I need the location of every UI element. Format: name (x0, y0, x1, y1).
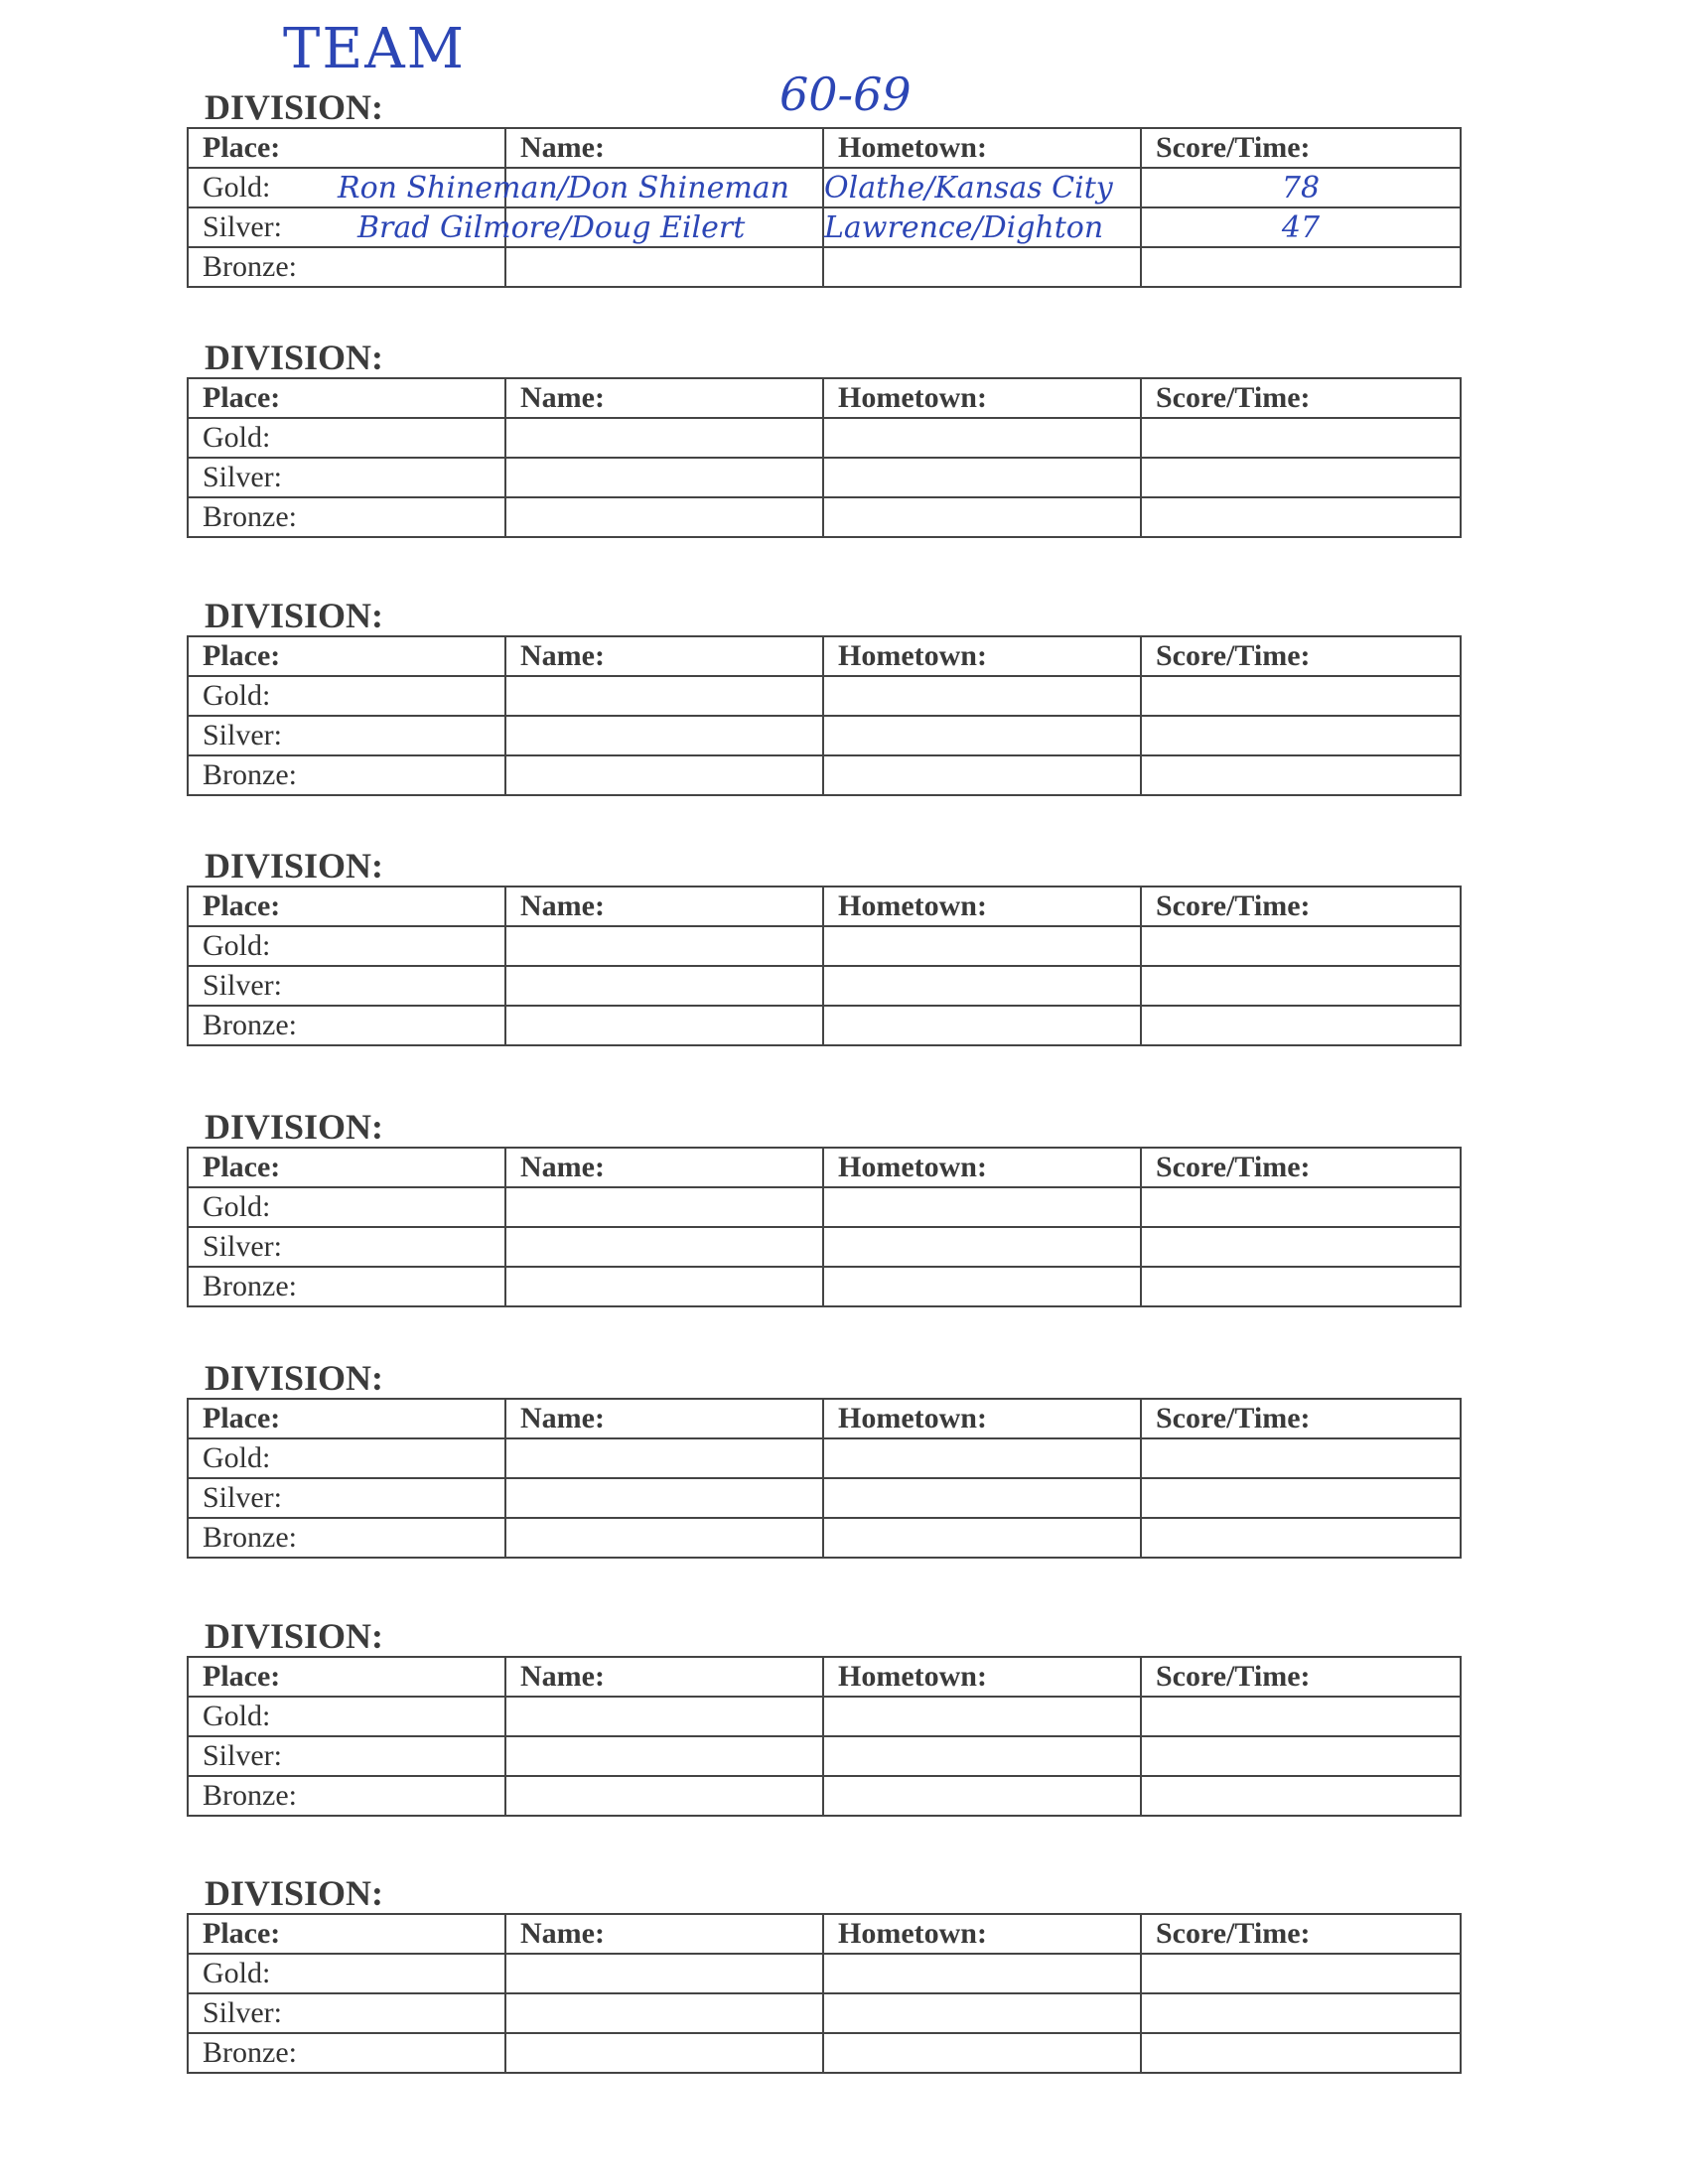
silver-label: Silver: (188, 1993, 505, 2033)
division-block-6 (187, 1358, 1460, 1559)
bronze-hometown-field[interactable] (823, 755, 1141, 795)
bronze-row (188, 1776, 1461, 1816)
score-header: Score/Time: (1141, 1148, 1461, 1187)
silver-hometown-field[interactable] (823, 207, 1141, 247)
gold-hometown-field[interactable] (823, 1954, 1141, 1993)
silver-name-field[interactable] (505, 458, 823, 497)
silver-score-field[interactable] (1141, 1736, 1461, 1776)
results-table (187, 1147, 1462, 1307)
bronze-hometown-field[interactable] (823, 2033, 1141, 2073)
silver-label: Silver: (188, 207, 505, 247)
gold-score-field[interactable] (1141, 1438, 1461, 1478)
header-row (188, 128, 1461, 168)
results-table (187, 635, 1462, 796)
silver-score-field[interactable]: 47 (1141, 207, 1461, 247)
gold-row (188, 1697, 1461, 1736)
silver-label: Silver: (188, 966, 505, 1006)
bronze-label: Bronze: (188, 1776, 505, 1816)
silver-score-field[interactable] (1141, 966, 1461, 1006)
bronze-row (188, 497, 1461, 537)
bronze-row (188, 1267, 1461, 1306)
bronze-name-field[interactable] (505, 497, 823, 537)
gold-hometown-field[interactable] (823, 1438, 1141, 1478)
bronze-label: Bronze: (188, 1006, 505, 1045)
bronze-score-field[interactable] (1141, 497, 1461, 537)
gold-row (188, 676, 1461, 716)
bronze-score-field[interactable] (1141, 1267, 1461, 1306)
bronze-hometown-field[interactable] (823, 1776, 1141, 1816)
hometown-header: Hometown: (823, 378, 1141, 418)
gold-name-field[interactable] (505, 1187, 823, 1227)
bronze-score-field[interactable] (1141, 1006, 1461, 1045)
results-table (187, 886, 1462, 1046)
gold-name-field[interactable] (505, 1438, 823, 1478)
score-header: Score/Time: (1141, 887, 1461, 926)
header-row (188, 1657, 1461, 1697)
bronze-label: Bronze: (188, 497, 505, 537)
place-header: Place: (188, 636, 505, 676)
bronze-name-field[interactable] (505, 1006, 823, 1045)
results-table (187, 1656, 1462, 1817)
division-label: DIVISION: (205, 87, 384, 127)
handwritten-age-range: 60-69 (779, 68, 912, 121)
silver-row (188, 1227, 1461, 1267)
header-row (188, 887, 1461, 926)
bronze-row (188, 1518, 1461, 1558)
silver-name-text: Brad Gilmore/Doug Eilert (357, 209, 746, 245)
gold-label: Gold: (188, 1438, 505, 1478)
results-table (187, 127, 1462, 288)
bronze-name-field[interactable] (505, 1267, 823, 1306)
gold-score-field[interactable] (1141, 926, 1461, 966)
silver-row (188, 1478, 1461, 1518)
hometown-header: Hometown: (823, 128, 1141, 168)
silver-name-field[interactable] (505, 1993, 823, 2033)
gold-row (188, 1954, 1461, 1993)
gold-score-field[interactable] (1141, 676, 1461, 716)
name-header: Name: (505, 1148, 823, 1187)
name-header: Name: (505, 636, 823, 676)
silver-hometown-field[interactable] (823, 716, 1141, 755)
gold-label: Gold: (188, 926, 505, 966)
gold-label: Gold: (188, 676, 505, 716)
gold-hometown-field[interactable] (823, 1697, 1141, 1736)
silver-hometown-field[interactable] (823, 1478, 1141, 1518)
silver-name-field[interactable] (505, 1227, 823, 1267)
silver-hometown-field[interactable] (823, 1736, 1141, 1776)
bronze-name-field[interactable] (505, 755, 823, 795)
place-header: Place: (188, 1148, 505, 1187)
results-table (187, 1913, 1462, 2074)
gold-label: Gold: (188, 168, 505, 207)
hometown-header: Hometown: (823, 636, 1141, 676)
gold-name-field[interactable] (505, 676, 823, 716)
division-block-2 (187, 338, 1460, 538)
silver-hometown-field[interactable] (823, 966, 1141, 1006)
results-table (187, 377, 1462, 538)
silver-score-field[interactable] (1141, 1993, 1461, 2033)
bronze-row (188, 1006, 1461, 1045)
gold-name-text: Ron Shineman/Don Shineman (338, 170, 789, 205)
bronze-hometown-field[interactable] (823, 247, 1141, 287)
hometown-header: Hometown: (823, 887, 1141, 926)
silver-label: Silver: (188, 1478, 505, 1518)
silver-name-field[interactable] (505, 1736, 823, 1776)
place-header: Place: (188, 1914, 505, 1954)
silver-hometown-field[interactable] (823, 458, 1141, 497)
gold-hometown-field[interactable] (823, 418, 1141, 458)
division-label: DIVISION: (205, 1873, 384, 1913)
gold-hometown-text: Olathe/Kansas City (824, 170, 1113, 205)
gold-hometown-field[interactable] (823, 676, 1141, 716)
bronze-name-field[interactable] (505, 2033, 823, 2073)
bronze-score-field[interactable] (1141, 247, 1461, 287)
gold-label: Gold: (188, 1697, 505, 1736)
header-row (188, 1914, 1461, 1954)
place-header: Place: (188, 1657, 505, 1697)
silver-name-field[interactable] (505, 716, 823, 755)
gold-label: Gold: (188, 1954, 505, 1993)
results-table (187, 1398, 1462, 1559)
bronze-label: Bronze: (188, 1267, 505, 1306)
gold-row (188, 926, 1461, 966)
division-label: DIVISION: (205, 596, 384, 635)
gold-label: Gold: (188, 418, 505, 458)
division-block-1 (187, 87, 1460, 288)
silver-row (188, 716, 1461, 755)
division-label: DIVISION: (205, 846, 384, 886)
silver-row (188, 1993, 1461, 2033)
bronze-row (188, 2033, 1461, 2073)
header-row (188, 1148, 1461, 1187)
name-header: Name: (505, 378, 823, 418)
handwritten-title: TEAM (283, 17, 467, 81)
score-header: Score/Time: (1141, 636, 1461, 676)
hometown-header: Hometown: (823, 1657, 1141, 1697)
silver-label: Silver: (188, 458, 505, 497)
header-row (188, 1399, 1461, 1438)
division-block-8 (187, 1873, 1460, 2074)
bronze-label: Bronze: (188, 2033, 505, 2073)
gold-hometown-field[interactable] (823, 926, 1141, 966)
silver-row (188, 1736, 1461, 1776)
silver-name-field[interactable] (505, 966, 823, 1006)
name-header: Name: (505, 887, 823, 926)
gold-name-field[interactable] (505, 418, 823, 458)
gold-name-field[interactable] (505, 1697, 823, 1736)
division-label: DIVISION: (205, 338, 384, 377)
name-header: Name: (505, 1399, 823, 1438)
hometown-header: Hometown: (823, 1148, 1141, 1187)
bronze-name-field[interactable] (505, 1776, 823, 1816)
bronze-hometown-field[interactable] (823, 1267, 1141, 1306)
silver-row (188, 458, 1461, 497)
silver-hometown-field[interactable] (823, 1993, 1141, 2033)
division-block-5 (187, 1107, 1460, 1307)
bronze-hometown-field[interactable] (823, 497, 1141, 537)
silver-name-field[interactable] (505, 1478, 823, 1518)
bronze-score-field[interactable] (1141, 1776, 1461, 1816)
division-label: DIVISION: (205, 1358, 384, 1398)
gold-name-field[interactable] (505, 926, 823, 966)
bronze-score-field[interactable] (1141, 2033, 1461, 2073)
silver-row (188, 207, 1461, 247)
header-row (188, 378, 1461, 418)
bronze-row (188, 755, 1461, 795)
division-block-4 (187, 846, 1460, 1046)
gold-row (188, 1438, 1461, 1478)
division-label: DIVISION: (205, 1616, 384, 1656)
place-header: Place: (188, 1399, 505, 1438)
place-header: Place: (188, 378, 505, 418)
division-block-7 (187, 1616, 1460, 1817)
bronze-label: Bronze: (188, 755, 505, 795)
gold-score-field[interactable] (1141, 1697, 1461, 1736)
silver-score-field[interactable] (1141, 716, 1461, 755)
bronze-name-field[interactable] (505, 1518, 823, 1558)
hometown-header: Hometown: (823, 1914, 1141, 1954)
gold-label: Gold: (188, 1187, 505, 1227)
silver-name-field[interactable] (357, 207, 823, 247)
bronze-label: Bronze: (188, 1518, 505, 1558)
silver-score-field[interactable] (1141, 1227, 1461, 1267)
score-header: Score/Time: (1141, 1399, 1461, 1438)
gold-score-field[interactable] (1141, 1187, 1461, 1227)
silver-label: Silver: (188, 716, 505, 755)
bronze-score-field[interactable] (1141, 755, 1461, 795)
gold-row (188, 168, 1461, 207)
gold-name-field[interactable] (505, 1954, 823, 1993)
bronze-hometown-field[interactable] (823, 1006, 1141, 1045)
silver-label: Silver: (188, 1227, 505, 1267)
name-header: Name: (505, 1657, 823, 1697)
silver-score-field[interactable] (1141, 458, 1461, 497)
score-header: Score/Time: (1141, 128, 1461, 168)
silver-hometown-text: Lawrence/Dighton (824, 209, 1104, 245)
bronze-row (188, 247, 1461, 287)
gold-row (188, 418, 1461, 458)
name-header: Name: (505, 128, 823, 168)
score-header: Score/Time: (1141, 378, 1461, 418)
gold-hometown-field[interactable] (823, 1187, 1141, 1227)
hometown-header: Hometown: (823, 1399, 1141, 1438)
place-header: Place: (188, 887, 505, 926)
division-block-3 (187, 596, 1460, 796)
bronze-name-field[interactable] (505, 247, 823, 287)
silver-score-field[interactable] (1141, 1478, 1461, 1518)
place-header: Place: (188, 128, 505, 168)
score-header: Score/Time: (1141, 1914, 1461, 1954)
gold-score-field[interactable] (1141, 1954, 1461, 1993)
name-header: Name: (505, 1914, 823, 1954)
header-row (188, 636, 1461, 676)
division-label: DIVISION: (205, 1107, 384, 1147)
silver-hometown-field[interactable] (823, 1227, 1141, 1267)
bronze-hometown-field[interactable] (823, 1518, 1141, 1558)
gold-row (188, 1187, 1461, 1227)
bronze-score-field[interactable] (1141, 1518, 1461, 1558)
silver-row (188, 966, 1461, 1006)
gold-hometown-field[interactable] (823, 168, 1141, 207)
score-header: Score/Time: (1141, 1657, 1461, 1697)
bronze-label: Bronze: (188, 247, 505, 287)
gold-name-field[interactable] (338, 168, 823, 207)
gold-score-field[interactable] (1141, 418, 1461, 458)
silver-label: Silver: (188, 1736, 505, 1776)
gold-score-field[interactable]: 78 (1141, 168, 1461, 207)
